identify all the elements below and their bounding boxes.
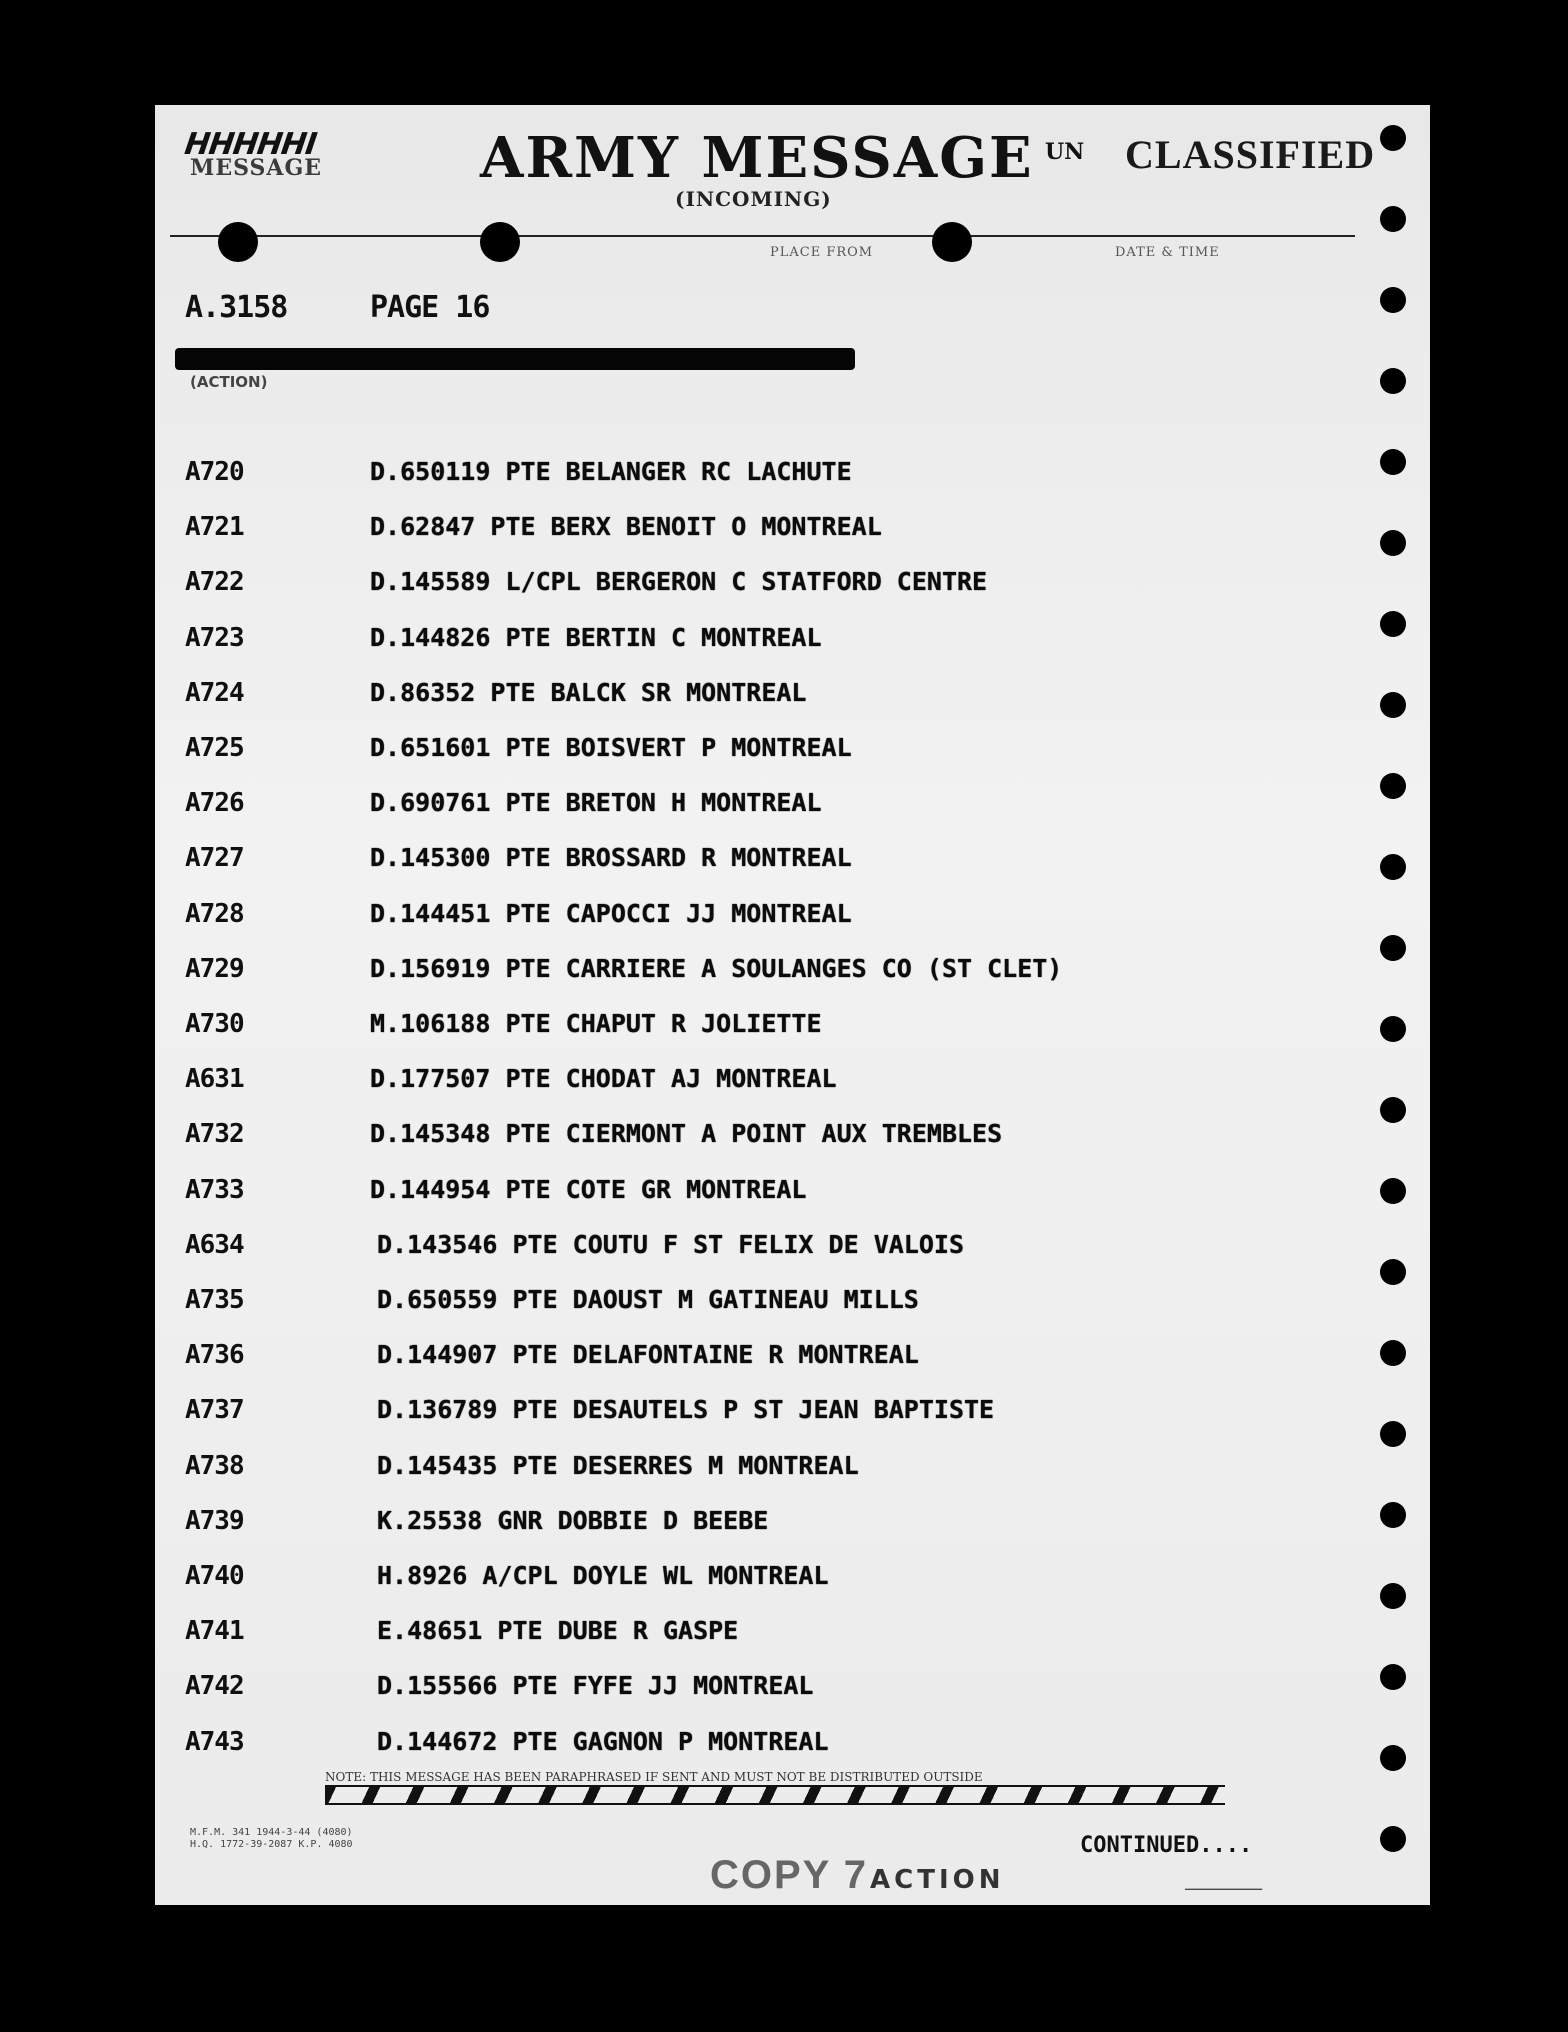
- entry-number: A733: [185, 1174, 244, 1205]
- continued-label: CONTINUED....: [1080, 1833, 1253, 1858]
- message-sheet: [155, 105, 1430, 1905]
- entry-text: D.144826 PTE BERTIN C MONTREAL: [370, 622, 822, 652]
- list-item: [155, 1175, 1355, 1215]
- page-title: ARMY MESSAGE: [480, 125, 1034, 191]
- reference-number: A.3158: [185, 290, 288, 325]
- punch-hole: [1380, 773, 1406, 799]
- list-item: [155, 1119, 1355, 1159]
- list-item: [155, 567, 1355, 607]
- entry-number: A724: [185, 677, 244, 708]
- list-item: [155, 1285, 1355, 1325]
- entry-number: A726: [185, 788, 244, 819]
- entry-number: A737: [185, 1395, 244, 1426]
- place-from-label: PLACE FROM: [770, 245, 874, 260]
- list-item: [155, 1561, 1355, 1601]
- punch-hole: [1380, 368, 1406, 394]
- list-item: [155, 733, 1355, 773]
- entry-text: D.156919 PTE CARRIERE A SOULANGES CO (ST CLET): [370, 953, 1063, 983]
- punch-hole: [480, 222, 520, 262]
- punch-hole: [1380, 1502, 1406, 1528]
- punch-hole: [1380, 1259, 1406, 1285]
- punch-hole: [1380, 611, 1406, 637]
- entry-number: A723: [185, 622, 244, 653]
- punch-hole: [932, 222, 972, 262]
- entry-number: A631: [185, 1064, 244, 1095]
- copy-stamp: COPY 7: [710, 1853, 868, 1897]
- entry-number: A729: [185, 953, 244, 984]
- punch-hole: [1380, 1664, 1406, 1690]
- entry-number: A735: [185, 1285, 244, 1315]
- header-mark: UN: [1045, 139, 1085, 165]
- list-item: [155, 1671, 1355, 1711]
- entry-text: D.650559 PTE DAOUST M GATINEAU MILLS: [377, 1285, 919, 1314]
- entry-text: D.690761 PTE BRETON H MONTREAL: [370, 788, 822, 818]
- punch-hole: [1380, 692, 1406, 718]
- entry-text: D.143546 PTE COUTU F ST FELIX DE VALOIS: [377, 1229, 964, 1259]
- punch-hole: [1380, 854, 1406, 880]
- list-item: [155, 1064, 1355, 1104]
- punch-hole: [1380, 1421, 1406, 1447]
- stamp-mark: HHHHHI: [182, 127, 319, 162]
- list-item: [155, 954, 1355, 994]
- list-item: [155, 1009, 1355, 1049]
- entry-text: D.136789 PTE DESAUTELS P ST JEAN BAPTISTE: [377, 1395, 995, 1425]
- entry-text: D.145348 PTE CIERMONT A POINT AUX TREMBLES: [370, 1119, 1003, 1149]
- punch-hole: [1380, 1583, 1406, 1609]
- list-item: [155, 1616, 1355, 1656]
- entry-text: M.106188 PTE CHAPUT R JOLIETTE: [370, 1009, 822, 1038]
- entry-number: A742: [185, 1671, 244, 1702]
- list-item: [155, 678, 1355, 718]
- punch-hole: [1380, 125, 1406, 151]
- punch-hole: [1380, 1745, 1406, 1771]
- entry-text: K.25538 GNR DOBBIE D BEEBE: [377, 1505, 769, 1535]
- message-label: MESSAGE: [190, 155, 323, 181]
- punch-hole: [1380, 449, 1406, 475]
- page-number: PAGE 16: [370, 290, 490, 325]
- punch-hole: [1380, 1907, 1406, 1933]
- copy-action-label: ACTION: [870, 1865, 1005, 1895]
- form-reference-line-1: M.F.M. 341 1944-3-44 (4080): [190, 1827, 353, 1838]
- entry-number: A722: [185, 567, 244, 598]
- entry-number: A720: [185, 457, 244, 487]
- note-text: NOTE: THIS MESSAGE HAS BEEN PARAPHRASED IF SENT AND MUST NOT BE DISTRIBUTED OUTSIDE: [325, 1770, 983, 1784]
- entry-text: D.144672 PTE GAGNON P MONTREAL: [377, 1726, 829, 1756]
- punch-hole: [1380, 287, 1406, 313]
- list-item: [155, 843, 1355, 883]
- list-item: [155, 1451, 1355, 1491]
- entry-number: A732: [185, 1119, 244, 1150]
- classification-label: CLASSIFIED: [1125, 132, 1376, 177]
- entry-number: A727: [185, 843, 244, 874]
- entry-number: A743: [185, 1726, 244, 1757]
- list-item: [155, 1340, 1355, 1380]
- action-label: (ACTION): [190, 373, 268, 391]
- redaction-bar: [175, 348, 855, 370]
- entry-text: D.144954 PTE COTE GR MONTREAL: [370, 1174, 807, 1204]
- entry-number: A634: [185, 1229, 244, 1260]
- header-rule: [170, 235, 1355, 237]
- entry-text: D.86352 PTE BALCK SR MONTREAL: [370, 677, 807, 707]
- entry-text: D.145435 PTE DESERRES M MONTREAL: [377, 1450, 859, 1480]
- list-item: [155, 1395, 1355, 1435]
- date-time-label: DATE & TIME: [1115, 245, 1220, 260]
- entry-text: D.144451 PTE CAPOCCI JJ MONTREAL: [370, 898, 852, 928]
- list-item: [155, 623, 1355, 663]
- entry-number: A736: [185, 1340, 244, 1371]
- entry-number: A730: [185, 1009, 244, 1039]
- punch-hole: [1380, 935, 1406, 961]
- entry-text: D.145589 L/CPL BERGERON C STATFORD CENTRE: [370, 567, 988, 597]
- entry-text: E.48651 PTE DUBE R GASPE: [377, 1616, 739, 1646]
- struck-out-note: [325, 1785, 1225, 1805]
- punch-hole: [1380, 1826, 1406, 1852]
- entry-number: A739: [185, 1505, 244, 1536]
- printer-mark: ━━━━━━━━━━━━━━━━: [1185, 1885, 1263, 1894]
- entry-text: H.8926 A/CPL DOYLE WL MONTREAL: [377, 1561, 829, 1590]
- entry-number: A738: [185, 1450, 244, 1481]
- list-item: [155, 1230, 1355, 1270]
- entry-number: A740: [185, 1561, 244, 1591]
- entry-text: D.62847 PTE BERX BENOIT O MONTREAL: [370, 512, 882, 542]
- list-item: [155, 788, 1355, 828]
- page-subtitle: (INCOMING): [675, 187, 832, 211]
- form-reference-line-2: H.Q. 1772-39-2087 K.P. 4080: [190, 1839, 353, 1850]
- entry-text: D.650119 PTE BELANGER RC LACHUTE: [370, 457, 852, 486]
- entry-text: D.651601 PTE BOISVERT P MONTREAL: [370, 733, 852, 762]
- list-item: [155, 457, 1355, 497]
- punch-hole: [1380, 1340, 1406, 1366]
- entry-text: D.145300 PTE BROSSARD R MONTREAL: [370, 843, 852, 873]
- list-item: [155, 1506, 1355, 1546]
- entry-number: A741: [185, 1616, 244, 1647]
- entry-number: A721: [185, 512, 244, 543]
- punch-hole: [1380, 1016, 1406, 1042]
- entry-text: D.155566 PTE FYFE JJ MONTREAL: [377, 1671, 814, 1701]
- punch-hole: [1380, 206, 1406, 232]
- punch-hole: [1380, 530, 1406, 556]
- punch-hole: [218, 222, 258, 262]
- entry-text: D.144907 PTE DELAFONTAINE R MONTREAL: [377, 1340, 919, 1370]
- entry-number: A725: [185, 733, 244, 763]
- punch-hole: [1380, 1178, 1406, 1204]
- entry-text: D.177507 PTE CHODAT AJ MONTREAL: [370, 1064, 837, 1094]
- list-item: [155, 1727, 1355, 1767]
- punch-hole: [1380, 1097, 1406, 1123]
- list-item: [155, 899, 1355, 939]
- form-reference: [190, 1827, 353, 1851]
- list-item: [155, 512, 1355, 552]
- entry-number: A728: [185, 898, 244, 929]
